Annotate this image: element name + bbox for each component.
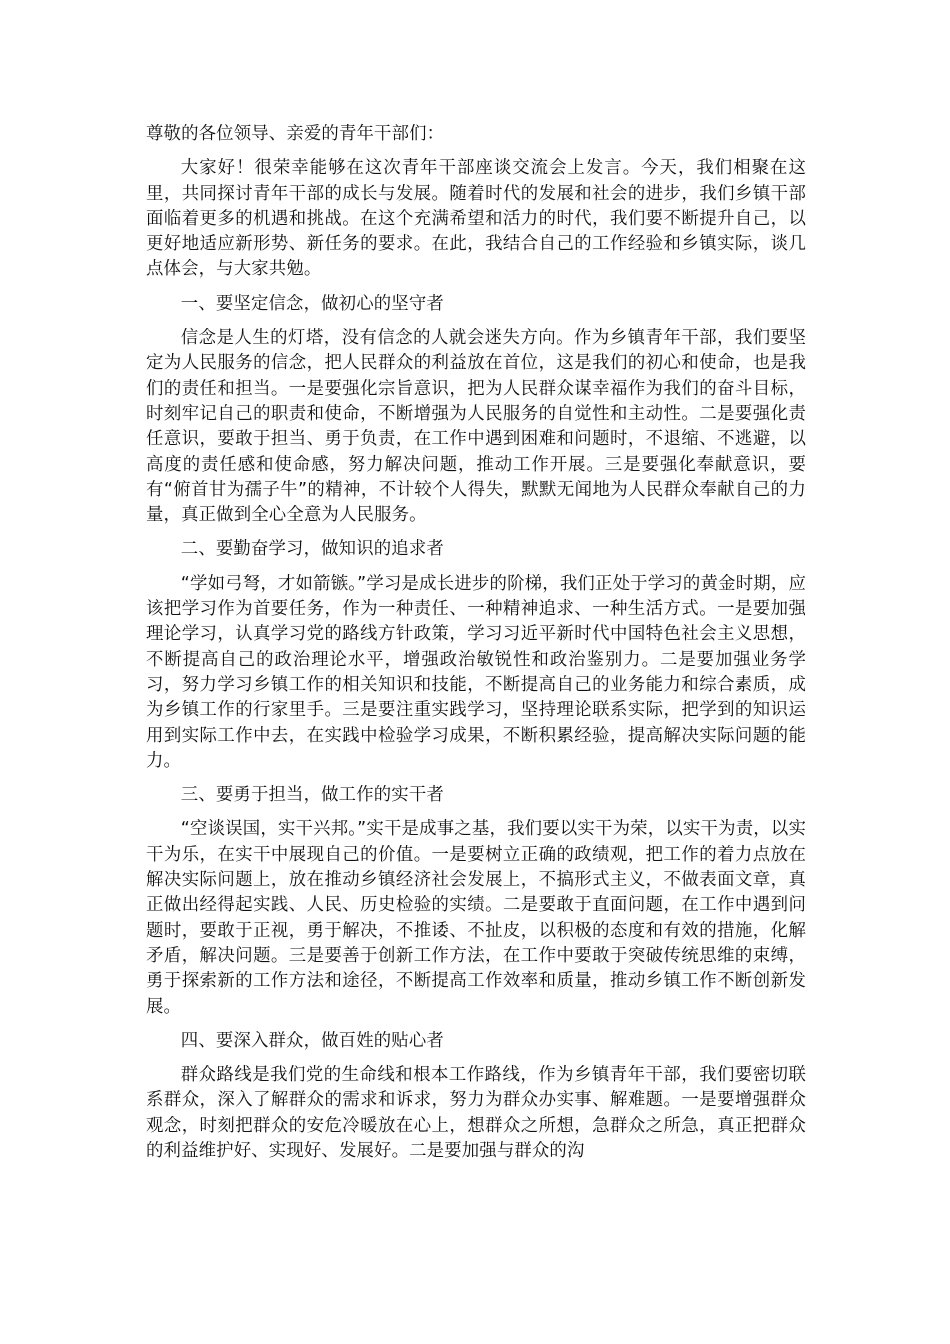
paragraph-section-3: “空谈误国，实干兴邦。”实干是成事之基，我们要以实干为荣，以实干为责，以实干为乐，在实干中展现自己的价值。一是要树立正确的政绩观，把工作的着力点放在解决实际问题上，放在推动乡镇经济社会发展上，不搞形式主义，不做表面文章，真正做出经得起实践、人民、历史检验的实绩。二是要敢于直面问题，在工作中遇到问题时，要敢于正视，勇于解决，不推诿、不扯皮，以积极的态度和有效的措施，化解矛盾，解决问题。三是要善于创新工作方法，在工作中要敢于突破传统思维的束缚，勇于探索新的工作方法和途径，不断提高工作效率和质量，推动乡镇工作不断创新发展。 — [146, 819, 806, 1017]
paragraph-section-4: 群众路线是我们党的生命线和根本工作路线，作为乡镇青年干部，我们要密切联系群众，深入了解群众的需求和诉求，努力为群众办实事、解难题。一是要增强群众观念，时刻把群众的安危冷暖放在心上，想群众之所想，急群众之所急，真正把群众的利益维护好、实现好、发展好。二是要加强与群众的沟 — [146, 1065, 806, 1161]
section-heading-1: 一、要坚定信念，做初心的坚守者 — [180, 293, 444, 314]
paragraph-opening: 大家好！很荣幸能够在这次青年干部座谈交流会上发言。今天，我们相聚在这里，共同探讨青年干部的成长与发展。随着时代的发展和社会的进步，我们乡镇干部面临着更多的机遇和挑战。在这个充满希望和活力的时代，我们要不断提升自己，以更好地适应新形势、新任务的要求。在此，我结合自己的工作经验和乡镇实际，谈几点体会，与大家共勉。 — [146, 158, 806, 280]
section-heading-3: 三、要勇于担当，做工作的实干者 — [180, 785, 444, 806]
salutation: 尊敬的各位领导、亲爱的青年干部们： — [146, 124, 445, 144]
section-heading-4: 四、要深入群众，做百姓的贴心者 — [180, 1030, 444, 1051]
paragraph-section-1: 信念是人生的灯塔，没有信念的人就会迷失方向。作为乡镇青年干部，我们要坚定为人民服务的信念，把人民群众的利益放在首位，这是我们的初心和使命，也是我们的责任和担当。一是要强化宗旨意识，把为人民群众谋幸福作为我们的奋斗目标，时刻牢记自己的职责和使命，不断增强为人民服务的自觉性和主动性。二是要强化责任意识，要敢于担当、勇于负责，在工作中遇到困难和问题时，不退缩、不逃避，以高度的责任感和使命感，努力解决问题，推动工作开展。三是要强化奉献意识，要有“俯首甘为孺子牛”的精神，不计较个人得失，默默无闻地为人民群众奉献自己的力量，真正做到全心全意为人民服务。 — [146, 328, 806, 526]
paragraph-section-2: “学如弓弩，才如箭镞。”学习是成长进步的阶梯，我们正处于学习的黄金时期，应该把学习作为首要任务，作为一种责任、一种精神追求、一种生活方式。一是要加强理论学习，认真学习党的路线方针政策，学习习近平新时代中国特色社会主义思想，不断提高自己的政治理论水平，增强政治敏锐性和政治鉴别力。二是要加强业务学习，努力学习乡镇工作的相关知识和技能，不断提高自己的业务能力和综合素质，成为乡镇工作的行家里手。三是要注重实践学习，坚持理论联系实际，把学到的知识运用到实际工作中去，在实践中检验学习成果，不断积累经验，提高解决实际问题的能力。 — [146, 573, 806, 771]
section-heading-2: 二、要勤奋学习，做知识的追求者 — [180, 539, 444, 560]
document-page — [146, 122, 806, 1173]
